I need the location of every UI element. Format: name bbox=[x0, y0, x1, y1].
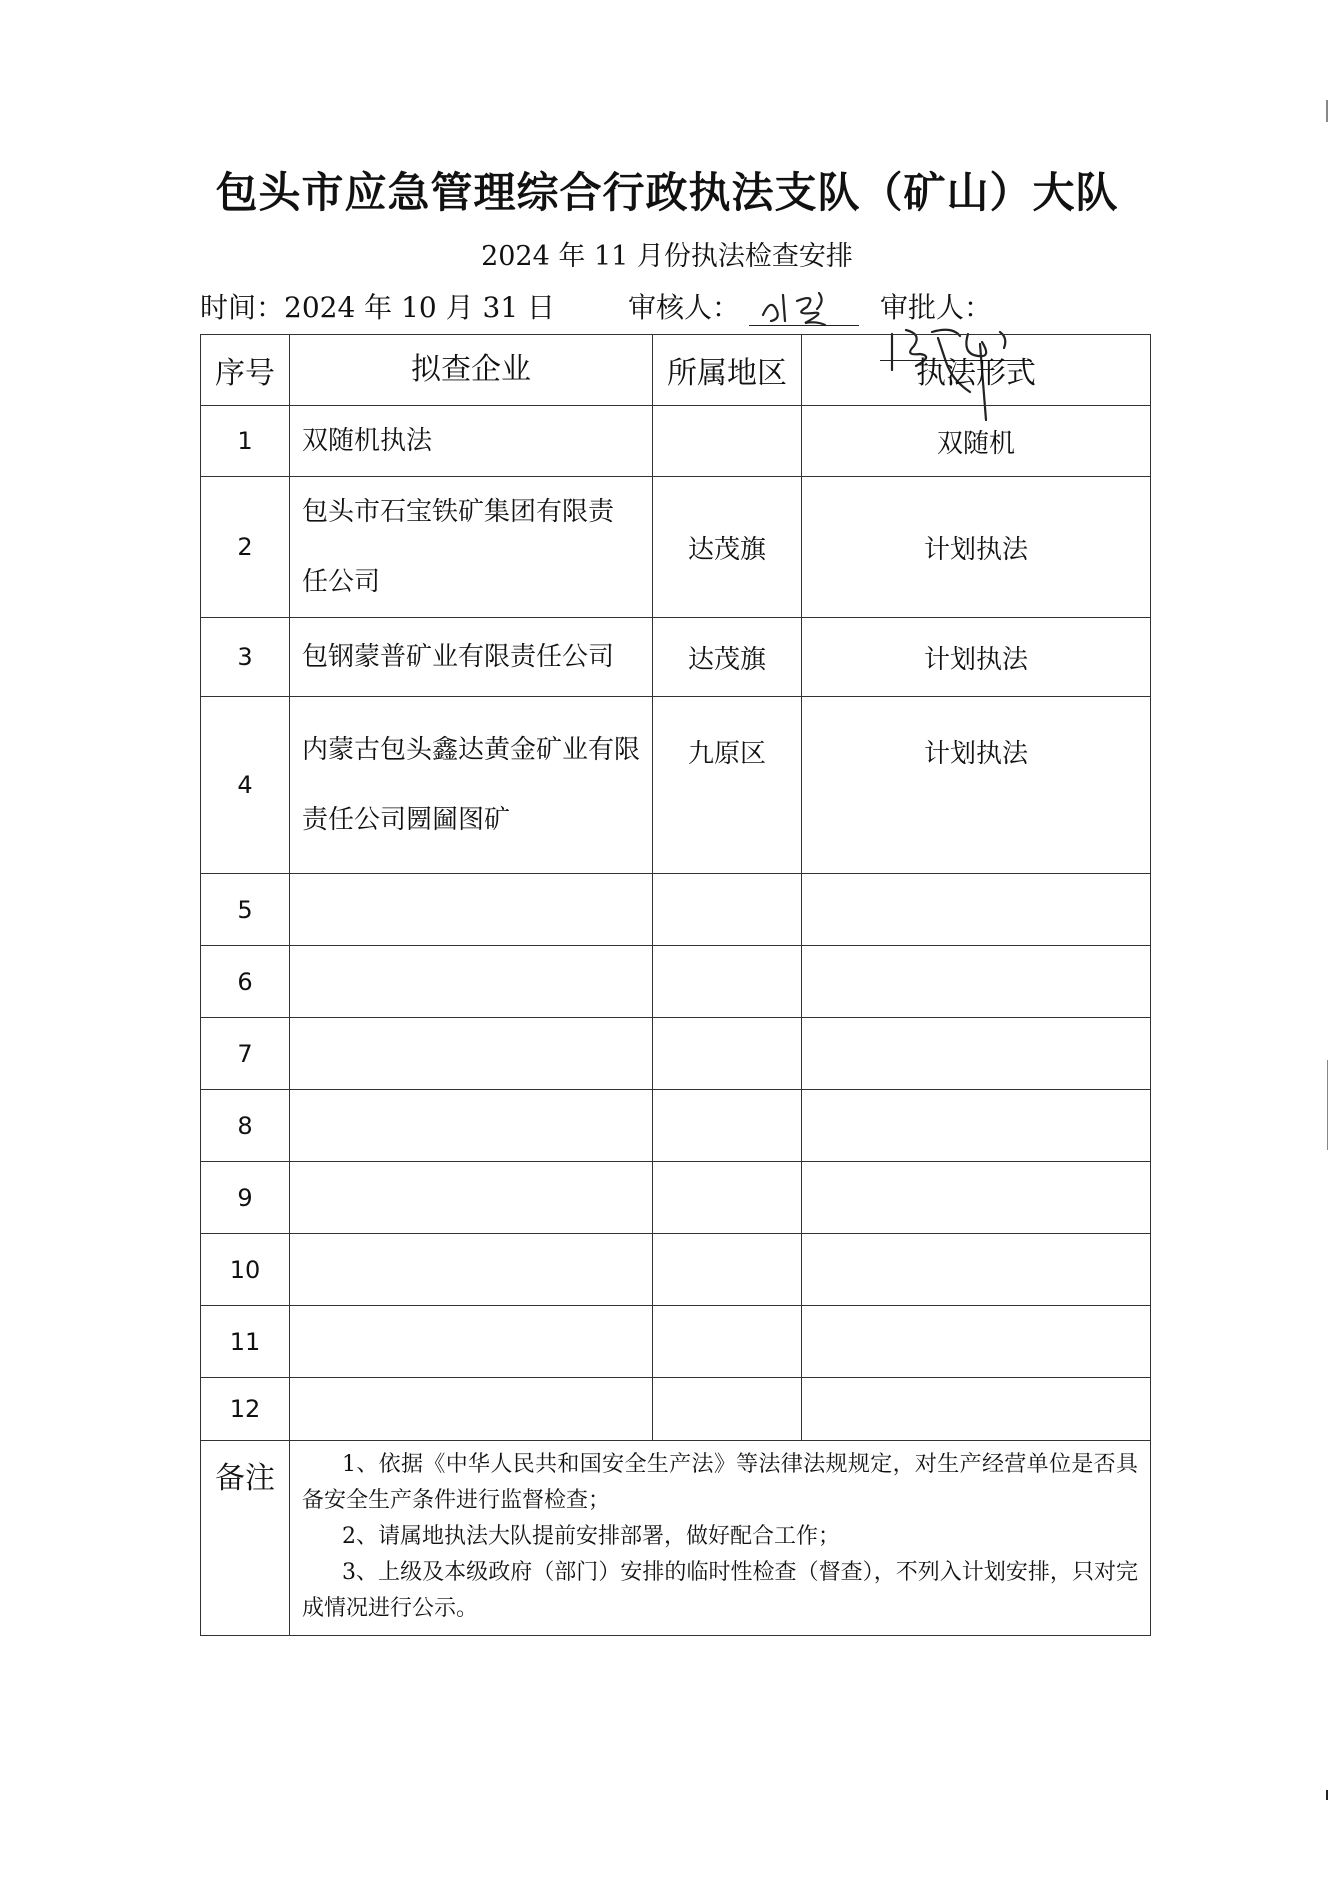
reviewer-label: 审核人： bbox=[628, 291, 741, 324]
table-row-empty bbox=[201, 1234, 1151, 1306]
row-region bbox=[653, 874, 802, 946]
row-no: 1 bbox=[201, 406, 290, 477]
table-row-empty bbox=[201, 1018, 1151, 1090]
time-value: 2024 年 10 月 31 日 bbox=[284, 291, 556, 324]
row-enterprise bbox=[290, 1378, 653, 1441]
row-form bbox=[802, 1234, 1151, 1306]
approver-label: 审批人： bbox=[880, 291, 993, 324]
row-region bbox=[653, 946, 802, 1018]
table-row bbox=[201, 477, 1151, 618]
scan-edge-mark bbox=[1327, 1060, 1328, 1150]
row-no: 4 bbox=[201, 697, 290, 874]
row-region bbox=[653, 1306, 802, 1378]
row-enterprise-line2: 任公司 bbox=[302, 567, 381, 597]
row-no: 6 bbox=[201, 946, 290, 1018]
row-form bbox=[802, 1378, 1151, 1441]
row-enterprise bbox=[290, 874, 653, 946]
row-enterprise bbox=[290, 477, 653, 618]
row-region bbox=[653, 1018, 802, 1090]
row-form bbox=[802, 1018, 1151, 1090]
header-no: 序号 bbox=[201, 335, 290, 406]
row-enterprise bbox=[290, 946, 653, 1018]
row-region: 达茂旗 bbox=[653, 477, 802, 618]
row-no: 9 bbox=[201, 1162, 290, 1234]
row-form bbox=[802, 1162, 1151, 1234]
meta-line bbox=[200, 286, 1146, 330]
remark-item-1: 1、依据《中华人民共和国安全生产法》等法律法规规定，对生产经营单位是否具备安全生产条件进行监督检查； bbox=[302, 1452, 1138, 1513]
row-enterprise-line2: 责任公司圐圙图矿 bbox=[302, 805, 511, 835]
row-region bbox=[653, 406, 802, 477]
row-enterprise-line1: 包头市石宝铁矿集团有限责 bbox=[302, 497, 615, 527]
document-title: 包头市应急管理综合行政执法支队（矿山）大队 bbox=[215, 168, 1119, 217]
header-region: 所属地区 bbox=[653, 335, 802, 406]
inspection-schedule-table bbox=[200, 334, 1151, 1636]
row-enterprise bbox=[290, 1234, 653, 1306]
row-region: 达茂旗 bbox=[653, 618, 802, 697]
table-header-row bbox=[201, 335, 1151, 406]
table-row bbox=[201, 406, 1151, 477]
row-form: 计划执法 bbox=[802, 697, 1151, 874]
row-no: 2 bbox=[201, 477, 290, 618]
reviewer-info bbox=[628, 286, 859, 326]
row-no: 10 bbox=[201, 1234, 290, 1306]
row-form bbox=[802, 1090, 1151, 1162]
row-form: 双随机 bbox=[802, 406, 1151, 477]
row-region bbox=[653, 1162, 802, 1234]
scan-edge-mark bbox=[1326, 1790, 1328, 1800]
reviewer-signature bbox=[749, 291, 859, 326]
row-region bbox=[653, 1234, 802, 1306]
time-label: 时间： bbox=[200, 291, 285, 324]
remarks-body bbox=[290, 1441, 1151, 1636]
row-form bbox=[802, 1306, 1151, 1378]
table-row bbox=[201, 618, 1151, 697]
row-enterprise bbox=[290, 1090, 653, 1162]
scan-edge-mark bbox=[1326, 100, 1328, 122]
row-enterprise-line1: 内蒙古包头鑫达黄金矿业有限 bbox=[302, 735, 641, 765]
table-row-empty bbox=[201, 1306, 1151, 1378]
table-row-empty bbox=[201, 874, 1151, 946]
row-no: 8 bbox=[201, 1090, 290, 1162]
remark-item-3: 3、上级及本级政府（部门）安排的临时性检查（督查），不列入计划安排，只对完成情况进行公示。 bbox=[302, 1560, 1138, 1621]
row-enterprise bbox=[290, 1306, 653, 1378]
row-form: 计划执法 bbox=[802, 477, 1151, 618]
row-form: 计划执法 bbox=[802, 618, 1151, 697]
row-region bbox=[653, 1090, 802, 1162]
table-row-empty bbox=[201, 1378, 1151, 1441]
row-no: 3 bbox=[201, 618, 290, 697]
row-form bbox=[802, 946, 1151, 1018]
row-enterprise: 双随机执法 bbox=[290, 406, 653, 477]
remarks-row bbox=[201, 1441, 1151, 1636]
table-row-empty bbox=[201, 1090, 1151, 1162]
row-no: 5 bbox=[201, 874, 290, 946]
header-form: 执法形式 bbox=[802, 335, 1151, 406]
table-row-empty bbox=[201, 946, 1151, 1018]
header-enterprise: 拟查企业 bbox=[290, 335, 653, 406]
table-row-empty bbox=[201, 1162, 1151, 1234]
row-no: 12 bbox=[201, 1378, 290, 1441]
row-enterprise bbox=[290, 697, 653, 874]
row-region: 九原区 bbox=[653, 697, 802, 874]
row-enterprise: 包钢蒙普矿业有限责任公司 bbox=[290, 618, 653, 697]
document-subtitle: 2024 年 11 月份执法检查安排 bbox=[481, 241, 853, 272]
date-info bbox=[200, 286, 555, 326]
reviewer-signature-mark bbox=[749, 281, 859, 331]
row-form bbox=[802, 874, 1151, 946]
remarks-label: 备注 bbox=[201, 1441, 290, 1636]
row-no: 11 bbox=[201, 1306, 290, 1378]
row-enterprise bbox=[290, 1162, 653, 1234]
row-region bbox=[653, 1378, 802, 1441]
row-no: 7 bbox=[201, 1018, 290, 1090]
remark-item-2: 2、请属地执法大队提前安排部署，做好配合工作； bbox=[342, 1524, 840, 1549]
row-enterprise bbox=[290, 1018, 653, 1090]
table-row bbox=[201, 697, 1151, 874]
